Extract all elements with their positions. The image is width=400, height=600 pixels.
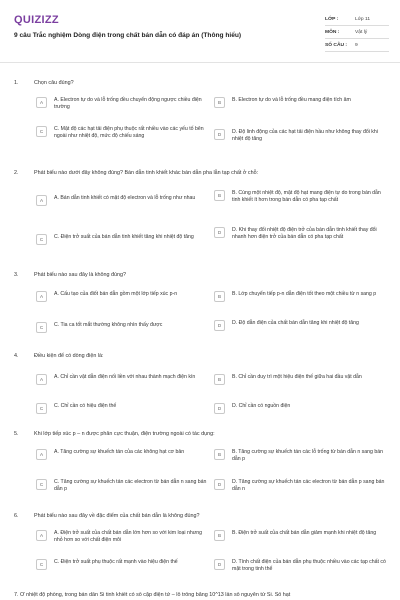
- option-letter: A: [36, 195, 47, 206]
- option-c[interactable]: [36, 126, 214, 141]
- option-letter: C: [36, 234, 47, 245]
- option-b[interactable]: [214, 449, 392, 464]
- option-letter: D: [214, 559, 225, 570]
- option-letter: D: [214, 320, 225, 331]
- option-text: A. Điện trở suất của chất bán dẫn lớn hơn so với kim loại nhưng nhỏ hơn so với chất điện môi: [54, 530, 202, 544]
- option-d[interactable]: [214, 129, 392, 144]
- question-text: Phát biểu nào sau đây về đặc điểm của chất bán dẫn là không đúng?: [34, 513, 200, 519]
- option-c[interactable]: [36, 234, 214, 245]
- option-text: B. Lớp chuyển tiếp p-n dẫn điện tốt theo một chiều từ n sang p: [232, 291, 377, 297]
- question-text: Phát biểu nào dưới đây không đúng? Bán dẫn tinh khiết khác bán dẫn pha lẫn tạp chất ở chỗ:: [34, 170, 259, 176]
- meta-row-count: [325, 39, 389, 52]
- option-text: A. Cấu tạo của điốt bán dẫn gồm một lớp tiếp xúc p-n: [54, 291, 178, 297]
- option-c[interactable]: [36, 559, 214, 570]
- option-text: C. Điện trở suất của bán dẫn tinh khiết tăng khi nhiệt độ tăng: [54, 234, 194, 240]
- option-a[interactable]: [36, 449, 214, 460]
- meta-label: SỐ CÂU :: [325, 42, 348, 48]
- option-a[interactable]: [36, 291, 214, 302]
- option-letter: D: [214, 227, 225, 238]
- option-text: C. Điện trở suất phụ thuộc rất mạnh vào hiệu điện thế: [54, 559, 178, 565]
- meta-label: MÔN :: [325, 29, 340, 35]
- option-text: C. Chỉ cần có hiệu điện thế: [54, 403, 117, 409]
- question-text: Điều kiện để có dòng điện là:: [34, 353, 104, 359]
- option-text: B. Tăng cường sự khuếch tán các lỗ trống từ bán dẫn n sang bán dẫn p: [232, 449, 383, 463]
- option-text: B. Cùng một nhiệt độ, mật độ hạt mang điện tự do trong bán dẫn tinh khiết ít hơn trong bán dẫn có pha tạp chất: [232, 190, 381, 204]
- option-a[interactable]: [36, 195, 214, 206]
- option-letter: C: [36, 403, 47, 414]
- option-text: C. Tăng cường sự khuếch tán các electron từ bán dẫn n sang bán dẫn p: [54, 479, 207, 493]
- option-letter: D: [214, 479, 225, 490]
- option-text: B. Electron tự do và lỗ trống đều mang điện tích âm: [232, 97, 351, 103]
- option-letter: B: [214, 291, 225, 302]
- option-letter: C: [36, 479, 47, 490]
- option-text: D. Chỉ cần có nguồn điện: [232, 403, 291, 409]
- option-letter: A: [36, 374, 47, 385]
- option-letter: B: [214, 449, 225, 460]
- question-text: Phát biểu nào sau đây là không đúng?: [34, 272, 127, 278]
- option-c[interactable]: [36, 403, 214, 414]
- option-a[interactable]: [36, 97, 214, 112]
- option-b[interactable]: [214, 190, 392, 205]
- option-b[interactable]: [214, 291, 392, 302]
- option-b[interactable]: [214, 374, 392, 385]
- question-number: 2.: [14, 170, 19, 176]
- meta-row-class: [325, 13, 389, 26]
- option-letter: A: [36, 449, 47, 460]
- question-number: 6.: [14, 513, 19, 519]
- page-title: 9 câu Trắc nghiệm Dòng điện trong chất bán dẫn có đáp án (Thông hiểu): [14, 32, 242, 39]
- option-letter: C: [36, 559, 47, 570]
- question-number: 5.: [14, 431, 19, 437]
- question-text: Chọn câu đúng?: [34, 80, 74, 86]
- meta-value: Vật lý: [355, 29, 368, 35]
- option-letter: D: [214, 129, 225, 140]
- option-d[interactable]: [214, 320, 392, 331]
- option-letter: A: [36, 530, 47, 541]
- option-letter: A: [36, 291, 47, 302]
- meta-label: LỚP :: [325, 16, 339, 22]
- option-letter: D: [214, 403, 225, 414]
- question-text: Khi lớp tiếp xúc p – n được phân cực thuận, điện trường ngoài có tác dụng:: [34, 431, 215, 437]
- option-c[interactable]: [36, 322, 214, 333]
- option-letter: B: [214, 530, 225, 541]
- option-text: D. Tăng cường sự khuếch tán các electron từ bán dẫn p sang bán dẫn n: [232, 479, 385, 493]
- option-text: C. Tia ca tốt mắt thường không nhìn thấy được: [54, 322, 163, 328]
- question-number: 4.: [14, 353, 19, 359]
- option-text: D. Khi thay đổi nhiệt độ điện trở của bán dẫn tinh khiết thay đổi nhanh hơn điện trở của bán dẫn có pha tạp chất: [232, 227, 377, 241]
- quizizz-logo: QUIZIZZ: [14, 14, 59, 26]
- option-a[interactable]: [36, 374, 214, 385]
- option-text: A. Electron tự do và lỗ trống đều chuyển động ngược chiều điện trường: [54, 97, 202, 111]
- option-a[interactable]: [36, 530, 214, 545]
- option-b[interactable]: [214, 97, 392, 108]
- option-b[interactable]: [214, 530, 392, 541]
- question-7-partial: 7. Ở nhiệt độ phòng, trong bán dẫn Si tinh khiết có số cặp điện tử – lỗ trống bằng 10^13 lần số nguyên tử Si. Số hạt: [14, 592, 291, 598]
- option-text: B. Điện trở suất của chất bán dẫn giảm mạnh khi nhiệt độ tăng: [232, 530, 377, 536]
- option-d[interactable]: [214, 227, 392, 242]
- option-d[interactable]: [214, 403, 392, 414]
- option-d[interactable]: [214, 559, 392, 574]
- header-divider: [0, 62, 400, 63]
- meta-value: Lớp 11: [355, 16, 371, 22]
- option-text: C. Mật độ các hạt tải điện phụ thuộc rất nhiều vào các yếu tố bên ngoài như nhiệt độ, mức độ chiếu sáng: [54, 126, 204, 140]
- option-letter: A: [36, 97, 47, 108]
- option-letter: C: [36, 322, 47, 333]
- option-d[interactable]: [214, 479, 392, 494]
- option-text: D. Độ dẫn điện của chất bán dẫn tăng khi nhiệt độ tăng: [232, 320, 359, 326]
- option-text: B. Chỉ cần duy trì một hiệu điện thế giữa hai đầu vật dẫn: [232, 374, 362, 380]
- question-number: 1.: [14, 80, 19, 86]
- option-letter: B: [214, 190, 225, 201]
- worksheet-header: [0, 0, 400, 62]
- meta-table: [325, 13, 389, 52]
- meta-value: 9: [355, 42, 358, 48]
- option-text: A. Bán dẫn tinh khiết có mật độ electron và lỗ trống như nhau: [54, 195, 196, 201]
- option-text: A. Chỉ cần vật dẫn điện nối liền với nhau thành mạch điện kín: [54, 374, 196, 380]
- option-text: D. Độ linh động của các hạt tải điện hầu như không thay đổi khi nhiệt độ tăng: [232, 129, 378, 143]
- meta-row-subject: [325, 26, 389, 39]
- option-letter: B: [214, 97, 225, 108]
- option-letter: B: [214, 374, 225, 385]
- question-number: 3.: [14, 272, 19, 278]
- option-c[interactable]: [36, 479, 214, 494]
- option-text: A. Tăng cường sự khuếch tán của các không hạt cơ bản: [54, 449, 185, 455]
- option-text: D. Tính chất điện của bán dẫn phụ thuộc nhiều vào các tạp chất có mặt trong tinh thể: [232, 559, 386, 573]
- option-letter: C: [36, 126, 47, 137]
